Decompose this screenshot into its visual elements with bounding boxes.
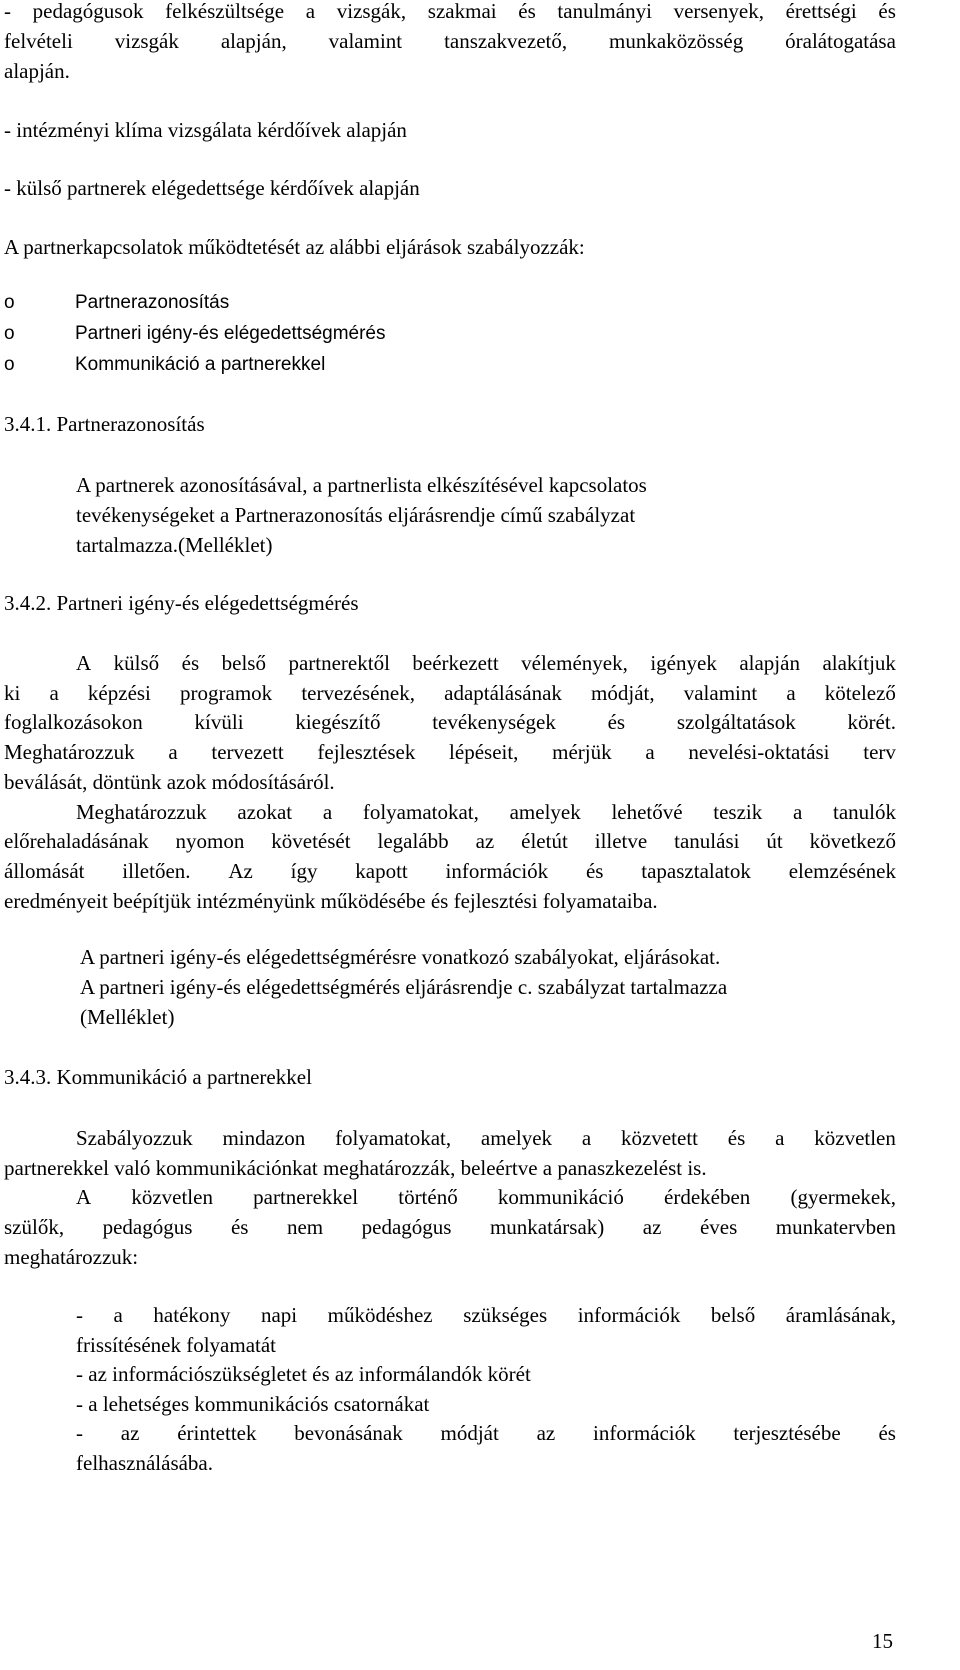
procedure-item <box>0 321 600 347</box>
list-item: - a lehetséges kommunikációs csatornákat <box>76 1392 430 1416</box>
paragraph-line: Meghatározzuk azokat a folyamatokat, amelyek lehetővé teszik a tanulók <box>76 800 896 824</box>
paragraph-line: tartalmazza.(Melléklet) <box>76 533 273 557</box>
dash-item: - külső partnerek elégedettsége kérdőívek alapján <box>4 176 420 200</box>
procedure-label: Kommunikáció a partnerekkel <box>75 354 326 375</box>
dash-item: - intézményi klíma vizsgálata kérdőívek alapján <box>4 118 407 142</box>
paragraph-line: ki a képzési programok tervezésének, adaptálásának módját, valamint a kötelező <box>4 681 896 705</box>
paragraph-line: meghatározzuk: <box>4 1245 139 1269</box>
list-item: - az érintettek bevonásának módját az információk terjesztésébe és <box>76 1421 896 1445</box>
paragraph-line: tevékenységeket a Partnerazonosítás eljárásrendje című szabályzat <box>76 503 636 527</box>
intro-line-3: alapján. <box>4 59 70 83</box>
paragraph-line: A partnerek azonosításával, a partnerlista elkészítésével kapcsolatos <box>76 473 647 497</box>
procedure-item <box>0 352 600 378</box>
section-heading-342: 3.4.2. Partneri igény-és elégedettségmérés <box>4 591 359 615</box>
intro-line-2: felvételi vizsgák alapján, valamint tanszakvezető, munkaközösség óralátogatása <box>4 29 896 53</box>
paragraph-line: (Melléklet) <box>80 1005 175 1029</box>
paragraph-line: A partneri igény-és elégedettségmérés eljárásrendje c. szabályzat tartalmazza <box>80 975 728 999</box>
section-heading-343: 3.4.3. Kommunikáció a partnerekkel <box>4 1065 312 1089</box>
list-item: frissítésének folyamatát <box>76 1333 277 1357</box>
section-heading-341: 3.4.1. Partnerazonosítás <box>4 412 205 436</box>
procedures-intro: A partnerkapcsolatok működtetését az alábbi eljárások szabályozzák: <box>4 235 585 259</box>
paragraph-line: foglalkozásokon kívüli kiegészítő tevékenységek és szolgáltatások körét. <box>4 710 896 734</box>
paragraph-line: előrehaladásának nyomon követését legalább az életút illetve tanulási út következő <box>4 829 896 853</box>
procedure-item <box>0 290 600 316</box>
procedure-label: Partnerazonosítás <box>75 292 230 313</box>
list-item: felhasználásába. <box>76 1451 214 1475</box>
bullet-icon: o <box>4 292 15 313</box>
paragraph-line: A partneri igény-és elégedettségmérésre vonatkozó szabályokat, eljárásokat. <box>80 945 721 969</box>
list-item: - a hatékony napi működéshez szükséges információk belső áramlásának, <box>76 1303 896 1327</box>
paragraph-line: Meghatározzuk a tervezett fejlesztések lépéseit, mérjük a nevelési-oktatási terv <box>4 740 896 764</box>
paragraph-line: állomását illetően. Az így kapott információk és tapasztalatok elemzésének <box>4 859 896 883</box>
bullet-icon: o <box>4 323 15 344</box>
page-number: 15 <box>872 1629 893 1653</box>
paragraph-line: A közvetlen partnerekkel történő kommunikáció érdekében (gyermekek, <box>76 1185 896 1209</box>
procedure-label: Partneri igény-és elégedettségmérés <box>75 323 386 344</box>
paragraph-line: eredményeit beépítjük intézményünk működésébe és fejlesztési folyamataiba. <box>4 889 658 913</box>
paragraph-line: szülők, pedagógus és nem pedagógus munkatársak) az éves munkatervben <box>4 1215 896 1239</box>
paragraph-line: partnerekkel való kommunikációnkat meghatározzák, beleértve a panaszkezelést is. <box>4 1156 707 1180</box>
paragraph-line: beválását, döntünk azok módosításáról. <box>4 770 335 794</box>
bullet-icon: o <box>4 354 15 375</box>
paragraph-line: A külső és belső partnerektől beérkezett vélemények, igények alapján alakítjuk <box>76 651 896 675</box>
paragraph-line: Szabályozzuk mindazon folyamatokat, amelyek a közvetett és a közvetlen <box>76 1126 896 1150</box>
list-item: - az információszükségletet és az informálandók körét <box>76 1362 531 1386</box>
intro-line-1: - pedagógusok felkészültsége a vizsgák, szakmai és tanulmányi versenyek, érettségi és <box>4 0 896 23</box>
